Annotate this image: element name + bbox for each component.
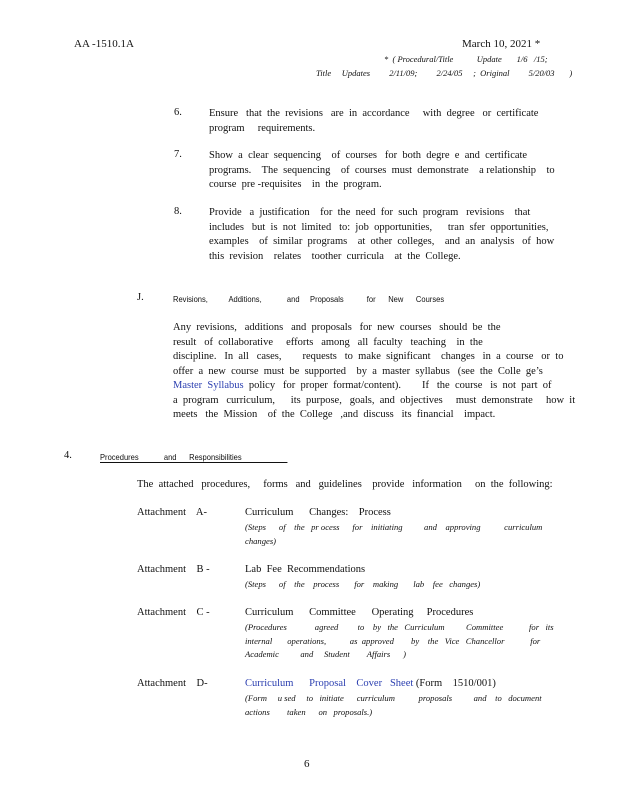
attachment-title-row <box>245 678 496 689</box>
attachment-description <box>245 578 480 592</box>
document-date: March 10, 2021 * <box>462 38 541 50</box>
item-text <box>209 206 554 264</box>
description-line: (Steps of the pr ocess for initiating and approving curriculum <box>245 522 543 532</box>
attachment-label: Attachment C - <box>137 607 210 618</box>
item-line: Provide a justification for the need for such program revisions that <box>209 207 531 218</box>
item-line: course pre -requisites in the program. <box>209 179 382 190</box>
form-number: (Form 1510/001) <box>413 678 496 689</box>
section-intro: The attached procedures, forms and guidelines provide information on the following: <box>137 479 553 490</box>
body-line-rest: policy for proper format/content). If the course is not part of <box>243 380 552 391</box>
attachment-label: Attachment D- <box>137 678 208 689</box>
item-line: programs. The sequencing of courses must demonstrate a relationship to <box>209 164 555 176</box>
attachment-label: Attachment A- <box>137 507 207 518</box>
item-number: 6. <box>174 107 182 118</box>
section-heading: Procedures and Responsibilities <box>100 452 287 463</box>
body-line: offer a new course must be supported by a master syllabus (see the Colle ge’s <box>173 365 543 377</box>
description-line: (Steps of the process for making lab fee changes) <box>245 579 481 589</box>
description-line: actions taken on proposals.) <box>245 706 373 717</box>
item-text <box>209 107 538 136</box>
curriculum-proposal-cover-sheet-link[interactable]: Curriculum Proposal Cover Sheet <box>245 678 414 689</box>
attachment-label: Attachment B - <box>137 564 210 575</box>
item-line: includes but is not limited to: job opportunities, tran sfer opportunities, <box>209 221 549 233</box>
body-line: Any revisions, additions and proposals for new courses should be the <box>173 322 501 333</box>
master-syllabus-link[interactable]: Master Syllabus <box>173 380 244 391</box>
item-line: examples of similar programs at other colleges, and an analysis of how <box>209 236 555 247</box>
section-number: 4. <box>64 450 72 461</box>
page-number: 6 <box>304 758 310 770</box>
description-line: (Procedures agreed to by the Curriculum Committee for its <box>245 622 554 632</box>
attachment-title: Lab Fee Recommendations <box>245 564 366 575</box>
description-line: Academic and Student Affairs ) <box>245 649 406 659</box>
attachment-title: Curriculum Committee Operating Procedures <box>245 607 474 618</box>
attachment-description <box>245 692 542 719</box>
section-letter: J. <box>137 292 144 303</box>
description-line: changes) <box>245 535 277 546</box>
section-heading: Revisions, Additions, and Proposals for New Courses <box>173 294 445 304</box>
body-line: discipline. In all cases, requests to make significant changes in a course or to <box>173 351 564 362</box>
attachment-description <box>245 621 554 662</box>
item-line: Ensure that the revisions are in accordance with degree or certificate <box>209 108 539 119</box>
item-line: program requirements. <box>209 122 316 134</box>
description-line: internal operations, as approved by the Vice Chancellor for <box>245 635 541 646</box>
attachment-title: Curriculum Changes: Process <box>245 507 391 518</box>
section-body <box>173 321 575 423</box>
item-line: this revision relates toother curricula at the College. <box>209 250 461 262</box>
body-line: a program curriculum, its purpose, goals, and objectives must demonstrate how it <box>173 394 576 406</box>
item-line: Show a clear sequencing of courses for both degre e and certificate <box>209 150 528 161</box>
body-line <box>173 379 575 394</box>
item-text <box>209 149 555 193</box>
description-line: (Form u sed to initiate curriculum proposals and to document <box>245 693 542 703</box>
body-line: meets the Mission of the College ,and discuss its financial impact. <box>173 409 496 420</box>
attachment-description <box>245 521 542 548</box>
update-note-line-1: * ( Procedural/Title Update 1/6 /15; <box>384 54 548 64</box>
update-note-line-2: Title Updates 2/11/09; 2/24/05 ; Original 5/20/03 ) <box>316 68 573 78</box>
body-line: result of collaborative efforts among all faculty teaching in the <box>173 336 483 348</box>
item-number: 7. <box>174 149 182 160</box>
document-id: AA -1510.1A <box>74 38 134 50</box>
item-number: 8. <box>174 206 182 217</box>
